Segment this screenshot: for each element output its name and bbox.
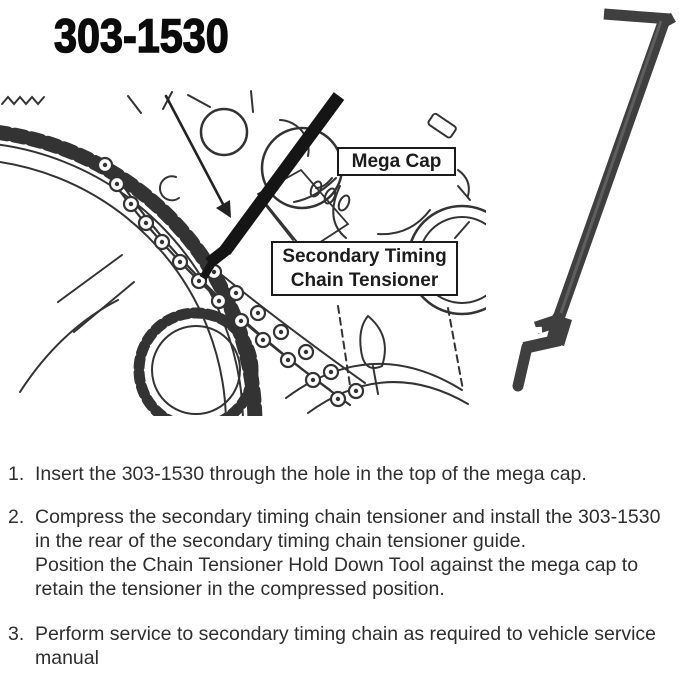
instruction-list (8, 462, 670, 673)
tensioner-label-line2: Chain Tensioner (290, 269, 439, 291)
step-text: Insert the 303-1530 through the hole in the top of the mega cap. (35, 463, 587, 485)
tensioner-label (271, 241, 458, 296)
tensioner-label-line1: Secondary Timing (282, 245, 447, 267)
instruction-item-1 (8, 462, 670, 486)
crank-sprocket-icon (139, 313, 253, 427)
mega-cap-label-text: Mega Cap (351, 150, 442, 172)
instruction-item-2 (8, 505, 670, 601)
step-text: Perform service to secondary timing chain as required to vehicle service manual (35, 623, 657, 669)
tool-303-1530-drawing (500, 14, 672, 386)
mega-cap-label (337, 147, 456, 176)
instruction-item-3 (8, 622, 670, 670)
step-number: 1. (8, 463, 25, 485)
step-number: 2. (8, 506, 25, 528)
step-number: 3. (8, 623, 25, 645)
step-text: Compress the secondary timing chain tensioner and install the 303-1530 in the rear of the secondary timing chain tensioner guide. Position the Chain Tensioner Hold Down Tool against the mega cap to retain the tensioner in the compressed position. (35, 506, 661, 600)
page-title: 303-1530 (54, 9, 229, 62)
